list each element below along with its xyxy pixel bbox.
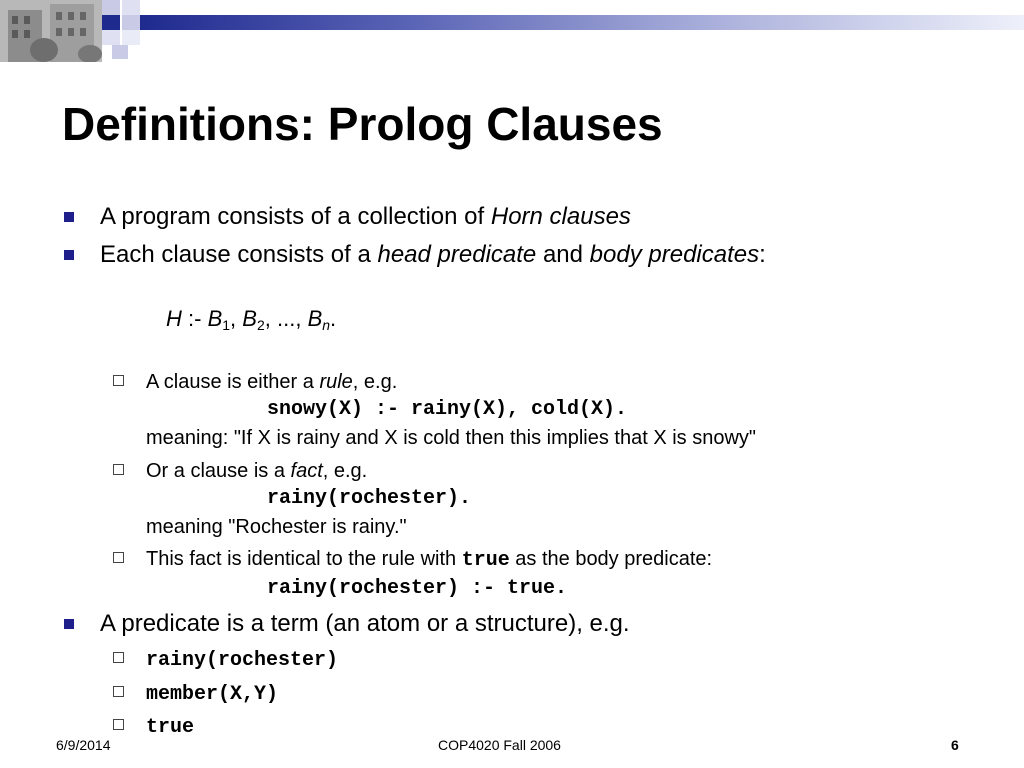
subbullet-rule [146,368,756,452]
decor-square [112,45,128,59]
formula-comma: , [230,306,243,331]
rule-meaning: meaning: "If X is rainy and X is cold then this implies that X is snowy" [146,427,757,449]
subbullet-marker [113,552,124,563]
identical-code-example: rainy(rochester) :- true. [267,577,568,600]
subbullet-marker [113,719,124,730]
formula-body: B [207,306,223,331]
bullet-marker [64,250,74,260]
subbullet-line [146,368,756,396]
subbullet-marker [113,652,124,663]
subbullet-text: , e.g. [352,371,398,393]
formula-period: . [330,306,337,331]
formula-ellipsis: , ..., [264,306,308,331]
footer-course: COP4020 Fall 2006 [438,737,561,753]
bullet-marker [64,619,74,629]
formula-subscript [322,317,330,333]
decor-square [102,0,120,15]
bullet-emphasis: body predicates [589,241,760,268]
subbullet-text: A clause is either a [146,371,320,393]
example-code: member(X,Y) [146,683,279,706]
example-item [146,645,338,675]
subbullet-line [146,545,712,575]
example-item [146,712,194,742]
formula-body: B [242,306,257,331]
decor-square [122,15,140,30]
subbullet-text: This fact is identical to the rule with [146,548,462,570]
decor-square [102,30,120,45]
bullet-text: A predicate is a term (an atom or a structure), e.g. [100,610,630,637]
example-code: true [146,716,195,739]
subbullet-fact [146,457,471,541]
decor-square [122,0,140,15]
subbullet-line [146,457,471,485]
header-gradient-bar [140,15,1024,30]
bullet-predicate [100,609,630,639]
bullet-text: : [759,241,766,268]
rule-code-example: snowy(X) :- rainy(X), cold(X). [267,398,628,421]
footer-page-number: 6 [951,737,959,753]
bullet-clause [100,240,766,270]
decor-square [122,30,140,45]
bullet-text: Each clause consists of a [100,241,378,268]
subbullet-text: as the body predicate: [509,548,713,570]
subbullet-marker [113,464,124,475]
subbullet-text: Or a clause is a [146,460,291,482]
formula-subscript-n: n [322,317,331,333]
bullet-program [100,202,631,232]
example-code: rainy(rochester) [146,649,339,672]
slide-title: Definitions: Prolog Clauses [62,98,663,150]
campus-building-photo [0,0,102,62]
clause-formula [166,304,336,334]
example-item [146,679,278,709]
bullet-emphasis: head predicate [377,241,537,268]
subbullet-emphasis: fact [290,460,323,482]
subbullet-emphasis: rule [319,371,353,393]
formula-neck: :- [181,306,208,331]
fact-meaning: meaning "Rochester is rainy." [146,516,407,538]
decor-square [102,15,120,30]
subbullet-identical [146,545,712,603]
bullet-marker [64,212,74,222]
bullet-emphasis: Horn clauses [490,203,631,230]
bullet-text: A program consists of a collection of [100,203,491,230]
formula-subscript: 1 [222,317,231,333]
subbullet-marker [113,686,124,697]
subbullet-text: , e.g. [322,460,368,482]
fact-code-example: rainy(rochester). [267,487,472,510]
formula-head: H [166,306,182,331]
inline-code: true [461,549,510,572]
subbullet-marker [113,375,124,386]
footer-date: 6/9/2014 [56,737,111,753]
bullet-text: and [536,241,590,268]
formula-subscript: 2 [256,317,265,333]
formula-body: B [307,306,323,331]
